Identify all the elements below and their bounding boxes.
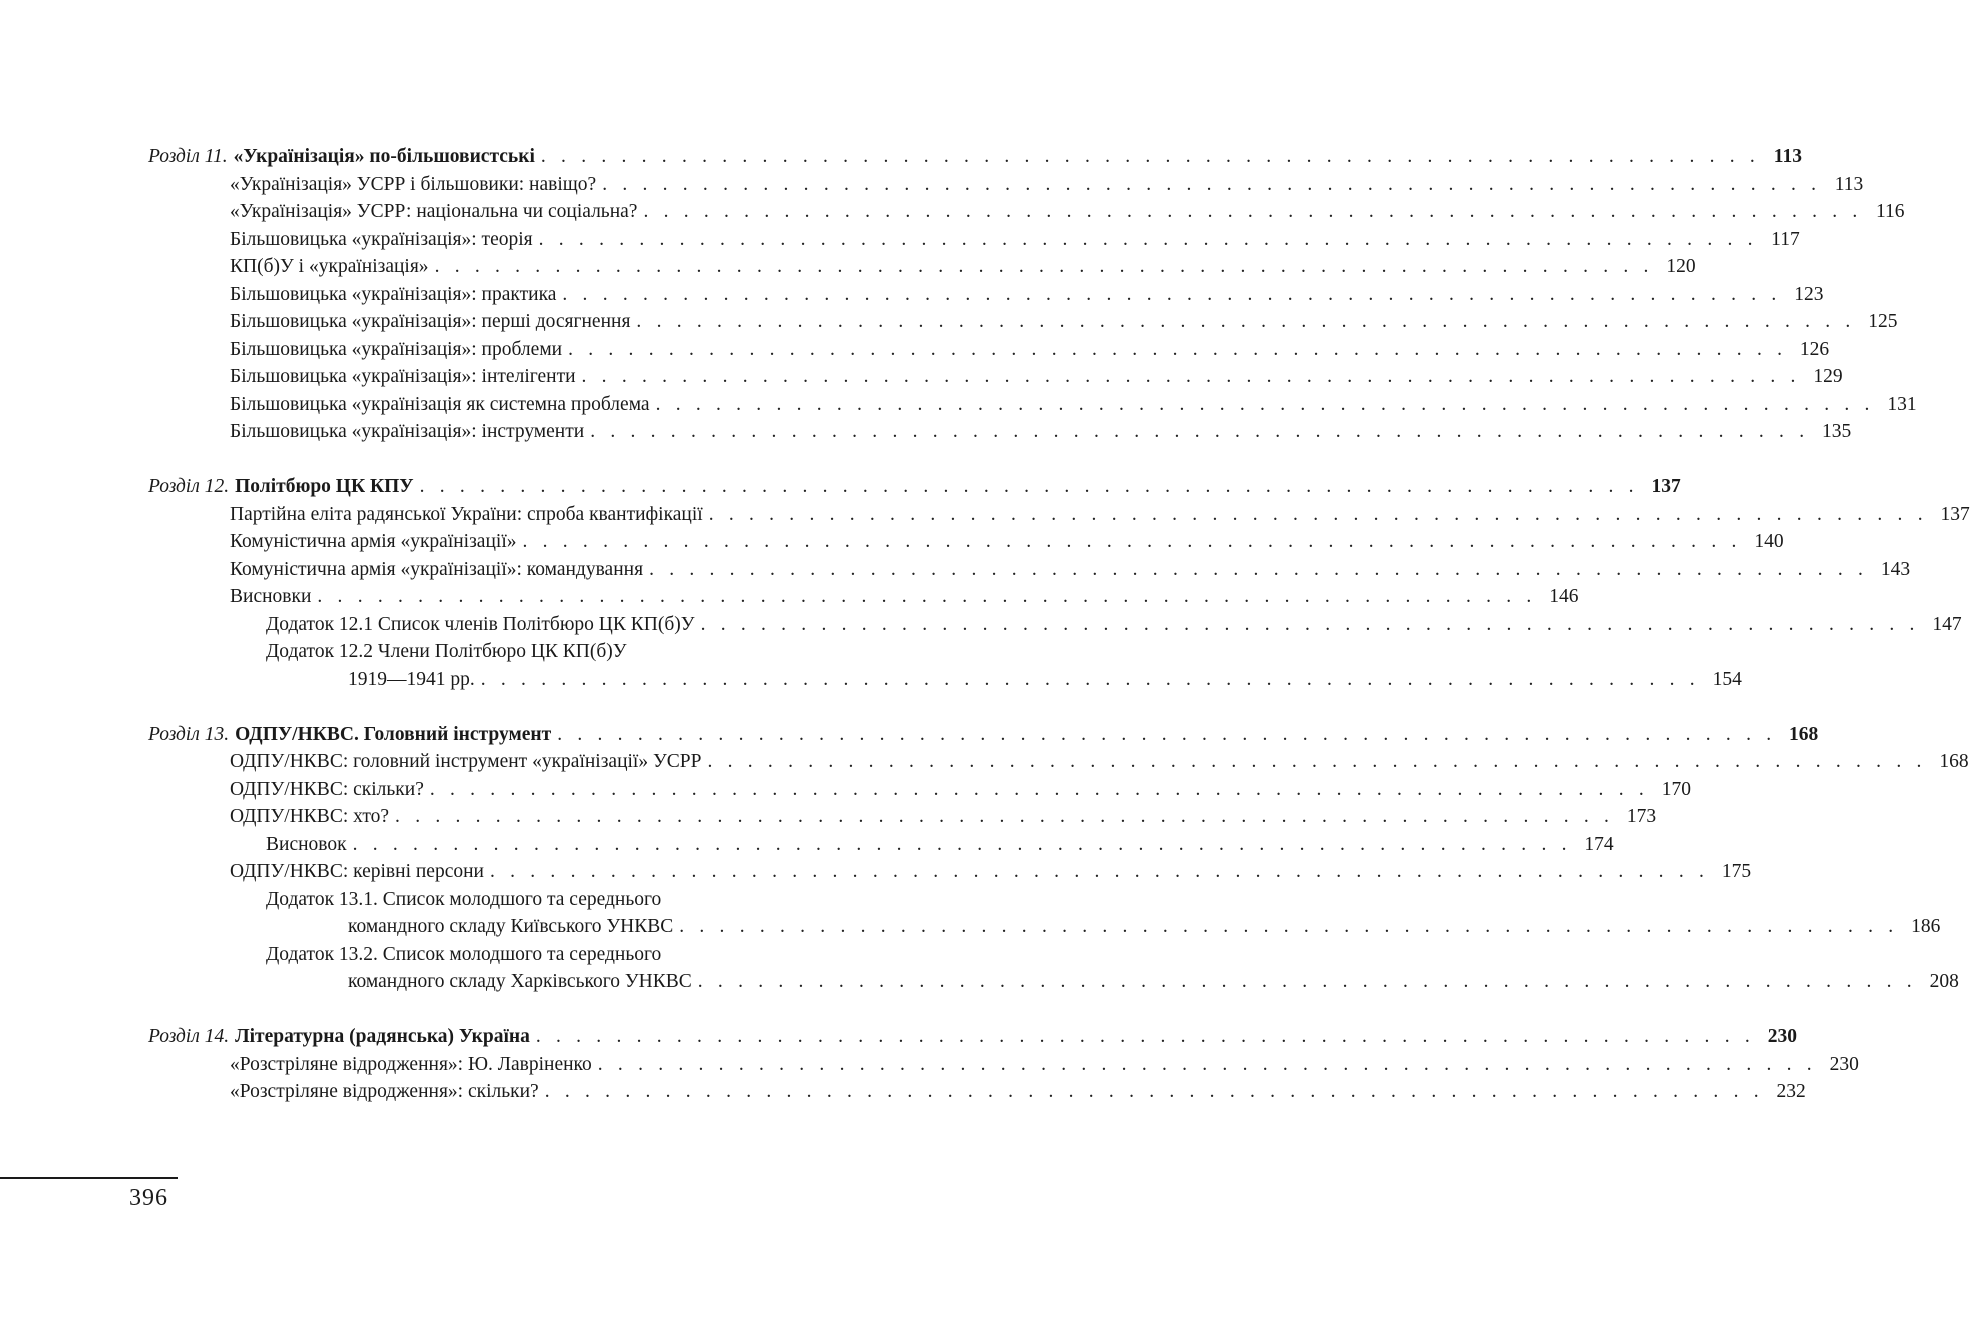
- entry-title: КП(б)У і «українізація»: [230, 256, 429, 277]
- entry-page: 117: [1771, 228, 1800, 250]
- entry-page: 131: [1887, 393, 1917, 415]
- entry-page: 135: [1822, 421, 1852, 442]
- toc-entry[interactable]: [148, 583, 1579, 611]
- entry-page: 154: [1712, 668, 1742, 690]
- entry-page: 123: [1794, 283, 1824, 305]
- entry-page: 140: [1754, 531, 1784, 552]
- dot-leader: . . . . . . . . . . . . . . . . . . . . . . . . . . . . . . . . . . . . . . . . . . . . . . . . . . . . . . . . . . . . .: [540, 146, 1760, 167]
- chapter-label: Розділ 11.: [148, 146, 228, 167]
- entry-title: Більшовицька «українізація»: перші досягнення: [230, 311, 631, 332]
- dot-leader: . . . . . . . . . . . . . . . . . . . . . . . . . . . . . . . . . . . . . . . . . . . . . . . . . . . . . . . . . . . . .: [544, 1081, 1764, 1102]
- chapter-page: 168: [1789, 723, 1819, 745]
- dot-leader: . . . . . . . . . . . . . . . . . . . . . . . . . . . . . . . . . . . . . . . . . . . . . . . . . . . . . . . . . . . . .: [352, 833, 1572, 855]
- chapter-label: Розділ 12.: [148, 476, 230, 497]
- chapter-label: Розділ 14.: [148, 1026, 230, 1047]
- entry-title: Більшовицька «українізація»: теорія: [230, 228, 533, 250]
- dot-leader: . . . . . . . . . . . . . . . . . . . . . . . . . . . . . . . . . . . . . . . . . . . . . . . . . . . . . . . . . . . . .: [317, 586, 1537, 607]
- entry-page: 146: [1549, 586, 1579, 607]
- entry-title: Більшовицька «українізація»: інструменти: [230, 421, 585, 442]
- toc-entry[interactable]: [148, 831, 1614, 859]
- dot-leader: . . . . . . . . . . . . . . . . . . . . . . . . . . . . . . . . . . . . . . . . . . . . . . . . . . . . . . . . . . . . .: [708, 503, 1928, 525]
- section-11: [148, 143, 1917, 446]
- entry-page: 208: [1929, 971, 1959, 992]
- entry-title: ОДПУ/НКВС: керівні персони: [230, 861, 484, 882]
- table-of-contents: [148, 143, 1970, 1133]
- chapter-title: «Українізація» по-більшовистські: [233, 146, 535, 167]
- toc-entry[interactable]: [148, 281, 1824, 309]
- entry-page: 125: [1868, 311, 1898, 332]
- toc-entry[interactable]: [148, 748, 1969, 776]
- entry-page: 137: [1940, 503, 1970, 525]
- entry-title: Більшовицька «українізація»: проблеми: [230, 338, 563, 360]
- entry-title-continued: командного складу Київського УНКВС: [348, 916, 674, 937]
- entry-page: 174: [1584, 833, 1614, 855]
- entry-title: Більшовицька «українізація»: інтелігенти: [230, 366, 576, 387]
- dot-leader: . . . . . . . . . . . . . . . . . . . . . . . . . . . . . . . . . . . . . . . . . . . . . . . . . . . . . . . . . . . . .: [700, 613, 1920, 635]
- toc-entry[interactable]: [148, 253, 1696, 281]
- dot-leader: . . . . . . . . . . . . . . . . . . . . . . . . . . . . . . . . . . . . . . . . . . . . . . . . . . . . . . . . . . . . .: [590, 421, 1810, 442]
- entry-title: «Розстріляне відродження»: скільки?: [230, 1081, 539, 1102]
- toc-entry[interactable]: [148, 1051, 1859, 1079]
- chapter-heading[interactable]: [148, 721, 1819, 749]
- entry-page: 113: [1834, 173, 1864, 195]
- dot-leader: . . . . . . . . . . . . . . . . . . . . . . . . . . . . . . . . . . . . . . . . . . . . . . . . . . . . . . . . . . . . .: [643, 201, 1863, 222]
- entry-title: Висновки: [230, 586, 312, 607]
- dot-leader: . . . . . . . . . . . . . . . . . . . . . . . . . . . . . . . . . . . . . . . . . . . . . . . . . . . . . . . . . . . . .: [568, 338, 1788, 360]
- dot-leader: . . . . . . . . . . . . . . . . . . . . . . . . . . . . . . . . . . . . . . . . . . . . . . . . . . . . . . . . . . . . .: [489, 861, 1710, 882]
- dot-leader: . . . . . . . . . . . . . . . . . . . . . . . . . . . . . . . . . . . . . . . . . . . . . . . . . . . . . . . . . . . . .: [538, 228, 1758, 250]
- entry-page: 147: [1932, 613, 1962, 635]
- dot-leader: . . . . . . . . . . . . . . . . . . . . . . . . . . . . . . . . . . . . . . . . . . . . . . . . . . . . . . . . . . . . .: [419, 476, 1639, 497]
- entry-title: ОДПУ/НКВС: хто?: [230, 806, 390, 827]
- entry-title: Більшовицька «українізація»: практика: [230, 283, 557, 305]
- toc-entry-continuation[interactable]: [148, 968, 1959, 996]
- dot-leader: . . . . . . . . . . . . . . . . . . . . . . . . . . . . . . . . . . . . . . . . . . . . . . . . . . . . . . . . . . . . .: [434, 256, 1654, 277]
- toc-entry[interactable]: [148, 418, 1852, 446]
- dot-leader: . . . . . . . . . . . . . . . . . . . . . . . . . . . . . . . . . . . . . . . . . . . . . . . . . . . . . . . . . . . . .: [480, 668, 1700, 690]
- entry-title: Висновок: [266, 833, 347, 855]
- chapter-title: ОДПУ/НКВС. Головний інструмент: [235, 723, 552, 745]
- entry-title: ОДПУ/НКВС: скільки?: [230, 778, 424, 800]
- entry-page: 120: [1666, 256, 1696, 277]
- entry-page: 230: [1829, 1053, 1859, 1075]
- entry-title: «Розстріляне відродження»: Ю. Лавріненко: [230, 1053, 592, 1075]
- toc-entry[interactable]: [148, 198, 1905, 226]
- page-number: 396: [129, 1185, 168, 1211]
- entry-title: Комуністична армія «українізації»: [230, 531, 517, 552]
- toc-entry[interactable]: [148, 528, 1784, 556]
- toc-entry[interactable]: [148, 1078, 1806, 1106]
- entry-title: ОДПУ/НКВС: головний інструмент «українізації» УСРР: [230, 751, 702, 772]
- dot-leader: . . . . . . . . . . . . . . . . . . . . . . . . . . . . . . . . . . . . . . . . . . . . . . . . . . . . . . . . . . . . .: [535, 1026, 1755, 1047]
- section-13: [148, 721, 1969, 996]
- entry-page: 143: [1880, 558, 1911, 580]
- toc-entry[interactable]: [148, 336, 1830, 364]
- entry-page: 170: [1661, 778, 1691, 800]
- toc-entry[interactable]: [148, 776, 1691, 804]
- dot-leader: . . . . . . . . . . . . . . . . . . . . . . . . . . . . . . . . . . . . . . . . . . . . . . . . . . . . . . . . . . . . .: [557, 723, 1777, 745]
- chapter-heading[interactable]: [148, 1023, 1797, 1051]
- entry-page: 232: [1776, 1081, 1806, 1102]
- dot-leader: . . . . . . . . . . . . . . . . . . . . . . . . . . . . . . . . . . . . . . . . . . . . . . . . . . . . . . . . . . . . .: [636, 311, 1856, 332]
- dot-leader: . . . . . . . . . . . . . . . . . . . . . . . . . . . . . . . . . . . . . . . . . . . . . . . . . . . . . . . . . . . . .: [597, 1053, 1817, 1075]
- chapter-title: Літературна (радянська) Україна: [235, 1026, 530, 1047]
- toc-entry-continuation[interactable]: [148, 666, 1742, 694]
- entry-page: 129: [1813, 366, 1843, 387]
- dot-leader: . . . . . . . . . . . . . . . . . . . . . . . . . . . . . . . . . . . . . . . . . . . . . . . . . . . . . . . . . . . . .: [707, 751, 1927, 772]
- section-12: [148, 473, 1970, 693]
- entry-page: 116: [1875, 201, 1905, 222]
- chapter-page: 230: [1767, 1026, 1797, 1047]
- dot-leader: . . . . . . . . . . . . . . . . . . . . . . . . . . . . . . . . . . . . . . . . . . . . . . . . . . . . . . . . . . . . .: [655, 393, 1875, 415]
- toc-entry-continuation[interactable]: [148, 913, 1941, 941]
- chapter-heading[interactable]: [148, 473, 1681, 501]
- entry-page: 168: [1939, 751, 1969, 772]
- footer-rule: [0, 1177, 178, 1179]
- chapter-label: Розділ 13.: [148, 723, 230, 745]
- entry-title: Додаток 13.2. Список молодшого та середнього: [266, 943, 662, 965]
- dot-leader: . . . . . . . . . . . . . . . . . . . . . . . . . . . . . . . . . . . . . . . . . . . . . . . . . . . . . . . . . . . . .: [602, 173, 1822, 195]
- entry-title: Партійна еліта радянської України: спроба квантифікації: [230, 503, 703, 525]
- chapter-title: Політбюро ЦК КПУ: [235, 476, 414, 497]
- toc-entry-appendix[interactable]: [148, 941, 802, 969]
- toc-entry[interactable]: [148, 501, 1970, 529]
- toc-entry-appendix[interactable]: [148, 886, 802, 914]
- section-14: [148, 1023, 1859, 1106]
- chapter-page: 113: [1773, 146, 1802, 167]
- toc-entry[interactable]: [148, 858, 1752, 886]
- toc-entry[interactable]: [148, 226, 1800, 254]
- entry-page: 186: [1911, 916, 1941, 937]
- toc-entry-appendix[interactable]: [148, 611, 1962, 639]
- entry-title: Більшовицька «українізація як системна проблема: [230, 393, 650, 415]
- dot-leader: . . . . . . . . . . . . . . . . . . . . . . . . . . . . . . . . . . . . . . . . . . . . . . . . . . . . . . . . . . . . .: [649, 558, 1869, 580]
- toc-entry[interactable]: [148, 391, 1917, 419]
- dot-leader: . . . . . . . . . . . . . . . . . . . . . . . . . . . . . . . . . . . . . . . . . . . . . . . . . . . . . . . . . . . . .: [429, 778, 1649, 800]
- entry-title: «Українізація» УСРР і більшовики: навіщо?: [230, 173, 597, 195]
- entry-page: 175: [1721, 861, 1752, 882]
- dot-leader: . . . . . . . . . . . . . . . . . . . . . . . . . . . . . . . . . . . . . . . . . . . . . . . . . . . . . . . . . . . . .: [562, 283, 1782, 305]
- entry-title: Додаток 12.1 Список членів Політбюро ЦК КП(б)У: [266, 613, 695, 635]
- dot-leader: . . . . . . . . . . . . . . . . . . . . . . . . . . . . . . . . . . . . . . . . . . . . . . . . . . . . . . . . . . . . .: [522, 531, 1742, 552]
- dot-leader: . . . . . . . . . . . . . . . . . . . . . . . . . . . . . . . . . . . . . . . . . . . . . . . . . . . . . . . . . . . . .: [581, 366, 1801, 387]
- entry-page: 173: [1626, 806, 1657, 827]
- entry-title-continued: командного складу Харківського УНКВС: [348, 971, 692, 992]
- toc-entry-appendix[interactable]: [148, 638, 802, 666]
- toc-entry[interactable]: [148, 556, 1911, 584]
- chapter-heading[interactable]: [148, 143, 1802, 171]
- entry-title: Додаток 13.1. Список молодшого та середнього: [266, 888, 662, 910]
- entry-page: 126: [1799, 338, 1830, 360]
- dot-leader: . . . . . . . . . . . . . . . . . . . . . . . . . . . . . . . . . . . . . . . . . . . . . . . . . . . . . . . . . . . . .: [679, 916, 1899, 937]
- toc-entry[interactable]: [148, 171, 1864, 199]
- entry-title-continued: 1919—1941 рр.: [348, 668, 475, 690]
- toc-entry[interactable]: [148, 308, 1898, 336]
- toc-entry[interactable]: [148, 363, 1843, 391]
- entry-title: Комуністична армія «українізації»: командування: [230, 558, 644, 580]
- chapter-page: 137: [1651, 476, 1681, 497]
- toc-entry[interactable]: [148, 803, 1657, 831]
- entry-title: Додаток 12.2 Члени Політбюро ЦК КП(б)У: [266, 641, 627, 662]
- entry-title: «Українізація» УСРР: національна чи соціальна?: [230, 201, 638, 222]
- dot-leader: . . . . . . . . . . . . . . . . . . . . . . . . . . . . . . . . . . . . . . . . . . . . . . . . . . . . . . . . . . . . .: [395, 806, 1615, 827]
- dot-leader: . . . . . . . . . . . . . . . . . . . . . . . . . . . . . . . . . . . . . . . . . . . . . . . . . . . . . . . . . . . . .: [697, 971, 1917, 992]
